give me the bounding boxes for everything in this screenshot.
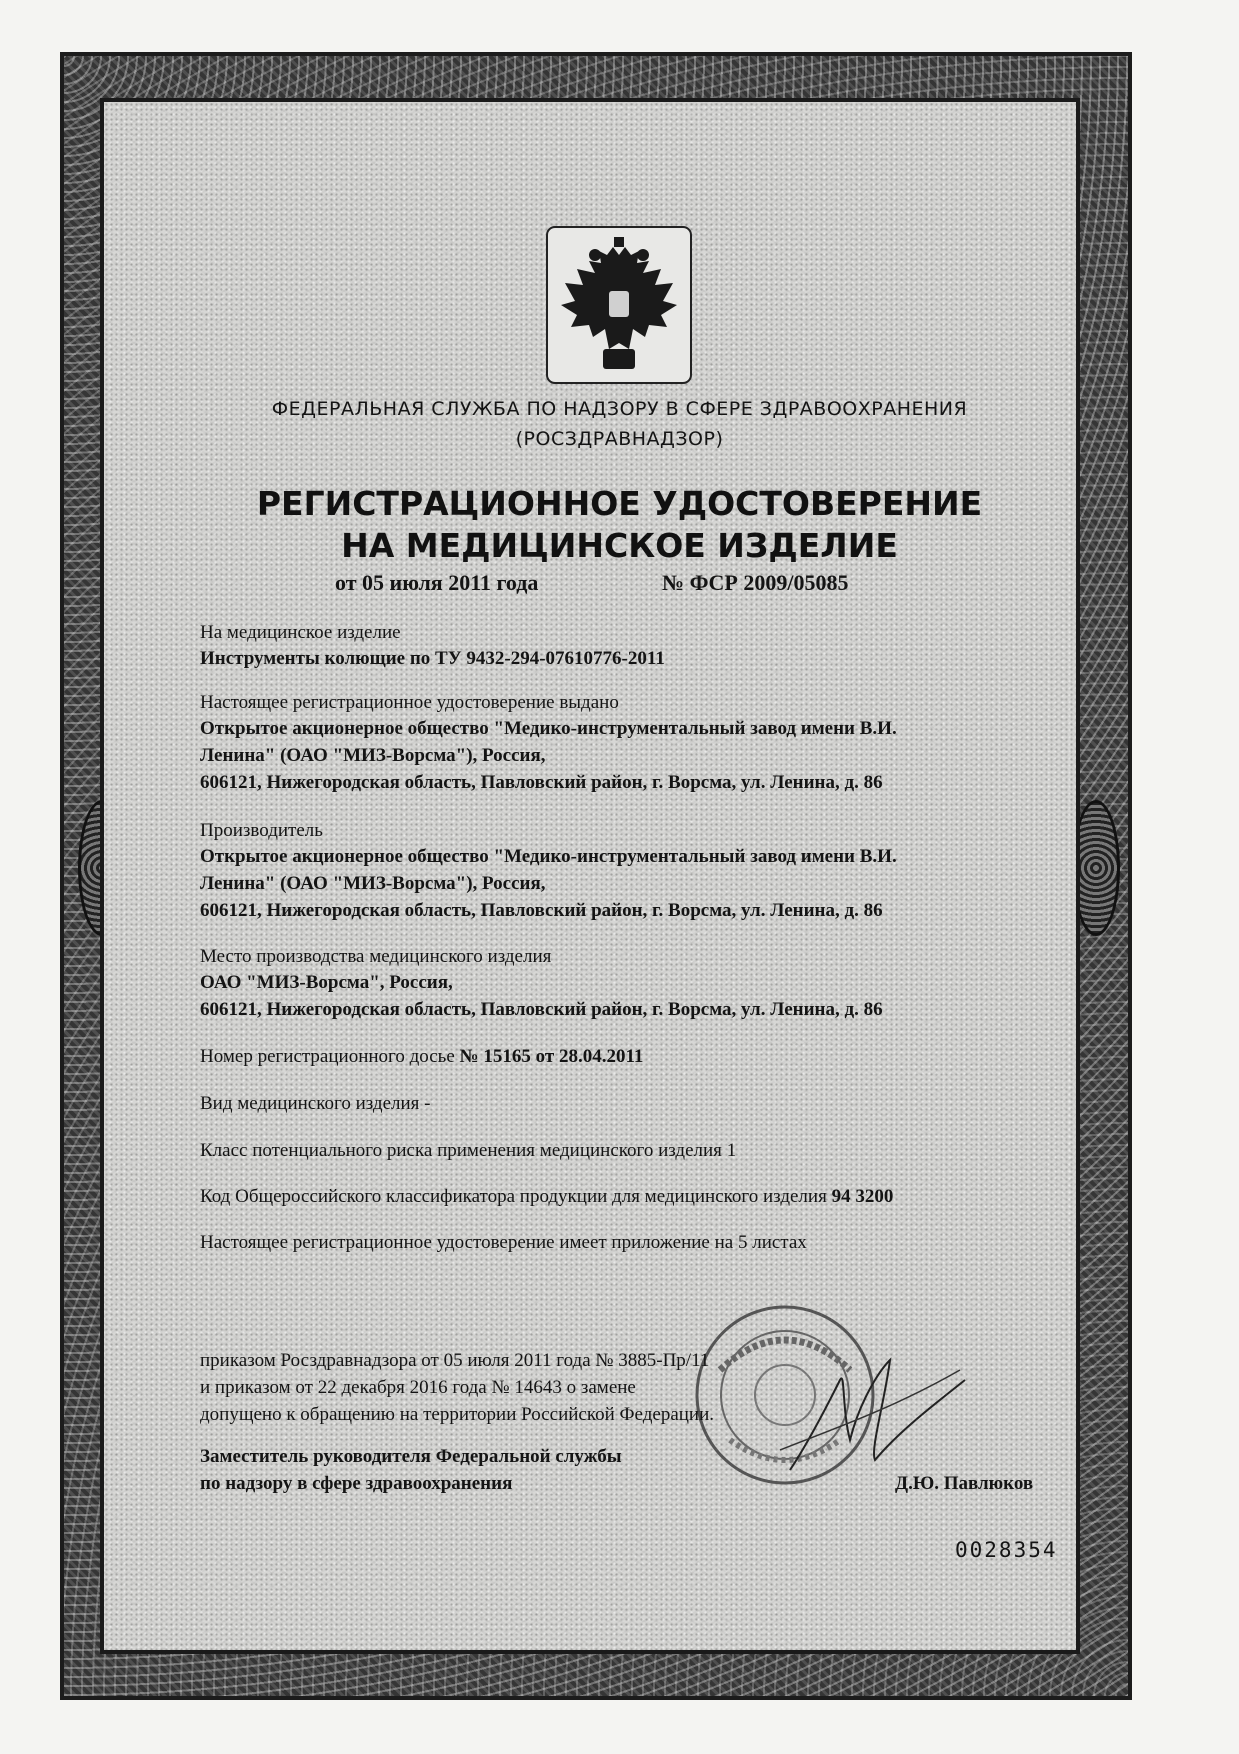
manufacturer-label: Производитель [200,820,323,841]
agency-name: ФЕДЕРАЛЬНАЯ СЛУЖБА ПО НАДЗОРУ В СФЕРЕ ЗДРАВООХРАНЕНИЯ [271,398,968,420]
device-type-label: Вид медицинского изделия - [200,1093,431,1114]
document-title-line1: РЕГИСТРАЦИОННОЕ УДОСТОВЕРЕНИЕ [256,484,983,523]
okp-code-row [200,1186,893,1208]
risk-class-label: Класс потенциального риска применения медицинского изделия [200,1140,722,1161]
product-value: Инструменты колющие по ТУ 9432-294-07610776-2011 [200,648,665,669]
issued-to-label: Настоящее регистрационное удостоверение выдано [200,692,619,713]
production-place-line1: ОАО "МИЗ-Ворсма", Россия, [200,972,453,993]
manufacturer-line1: Открытое акционерное общество "Медико-инструментальный завод имени В.И. [200,846,897,867]
production-place-line2: 606121, Нижегородская область, Павловский район, г. Ворсма, ул. Ленина, д. 86 [200,999,883,1020]
dossier-row [200,1046,643,1068]
issue-date: от 05 июля 2011 года [335,570,539,595]
order-line3: допущено к обращению на территории Российской Федерации. [200,1404,715,1425]
okp-code-value: 94 3200 [831,1186,894,1207]
product-label: На медицинское изделие [200,622,401,643]
registration-number: № ФСР 2009/05085 [662,570,849,595]
signer-name: Д.Ю. Павлюков [895,1473,1034,1494]
handwritten-signature [770,1340,970,1490]
double-headed-eagle-icon [545,225,693,385]
order-line1: приказом Росздравнадзора от 05 июля 2011 года № 3885-Пр/11 [200,1350,710,1371]
production-place-label: Место производства медицинского изделия [200,946,552,967]
document-title-line2: НА МЕДИЦИНСКОЕ ИЗДЕЛИЕ [341,526,898,565]
dossier-value: № 15165 от 28.04.2011 [459,1046,644,1067]
manufacturer-line3: 606121, Нижегородская область, Павловский район, г. Ворсма, ул. Ленина, д. 86 [200,900,883,921]
manufacturer-line2: Ленина" (ОАО "МИЗ-Ворсма"), Россия, [200,873,546,894]
order-line2: и приказом от 22 декабря 2016 года № 14643 о замене [200,1377,636,1398]
signer-title-line2: по надзору в сфере здравоохранения [200,1473,513,1494]
agency-short-name: (РОСЗДРАВНАДЗОР) [515,428,724,450]
serial-number: 0028354 [955,1538,1058,1562]
okp-code-label: Код Общероссийского классификатора продукции для медицинского изделия [200,1186,827,1207]
risk-class-row [200,1140,736,1162]
dossier-label: Номер регистрационного досье [200,1046,455,1067]
risk-class-value: 1 [726,1140,737,1161]
issued-to-line1: Открытое акционерное общество "Медико-инструментальный завод имени В.И. [200,718,897,739]
issued-to-line3: 606121, Нижегородская область, Павловский район, г. Ворсма, ул. Ленина, д. 86 [200,772,883,793]
signer-title-line1: Заместитель руководителя Федеральной службы [200,1446,622,1467]
appendix-note: Настоящее регистрационное удостоверение имеет приложение на 5 листах [200,1232,807,1253]
issued-to-line2: Ленина" (ОАО "МИЗ-Ворсма"), Россия, [200,745,546,766]
